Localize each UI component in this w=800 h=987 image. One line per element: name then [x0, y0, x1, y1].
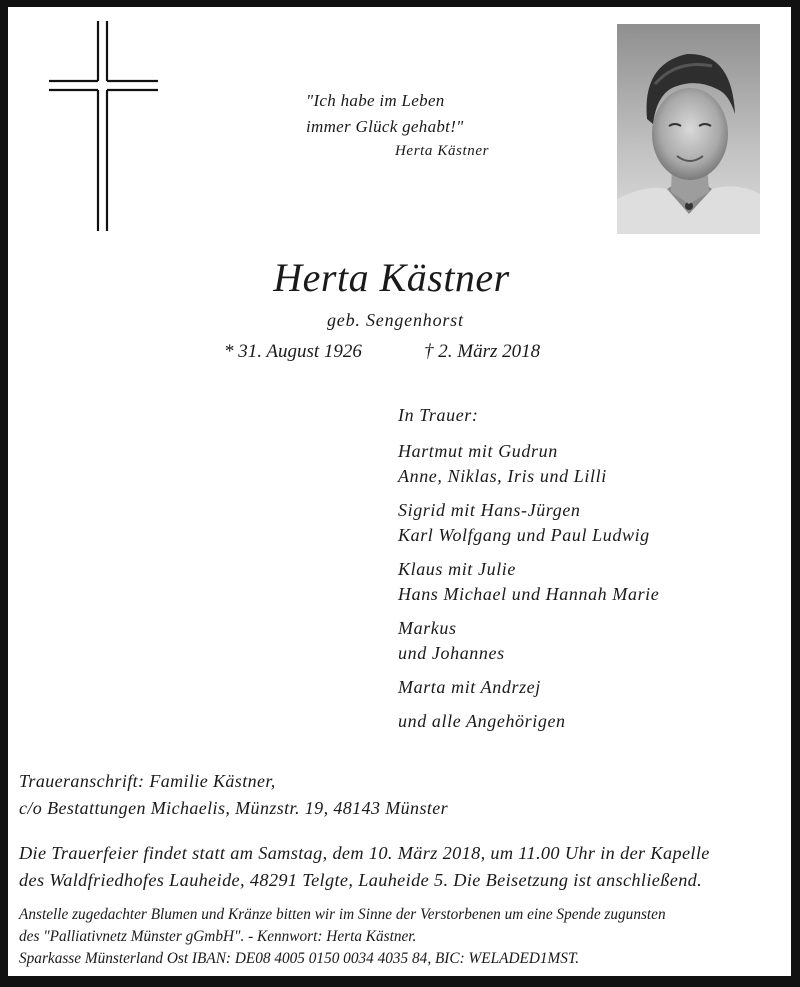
mourning-address [19, 768, 448, 822]
mourner-group [398, 439, 659, 489]
maiden-name: geb. Sengenhorst [327, 310, 464, 330]
address-line: c/o Bestattungen Michaelis, Münzstr. 19, 48143 Münster [19, 798, 449, 818]
mourner-line: Marta mit Andrzej [398, 677, 541, 697]
mourner-group [398, 616, 659, 666]
mourner-line: Anne, Niklas, Iris und Lilli [398, 466, 607, 486]
quote [306, 88, 464, 140]
mourner-group [398, 498, 659, 548]
funeral-ceremony-info [19, 840, 710, 894]
cross-icon [40, 21, 160, 241]
mourner-line: und alle Angehörigen [398, 711, 566, 731]
mourner-group [398, 709, 659, 734]
ceremony-line: des Waldfriedhofes Lauheide, 48291 Telgte, Lauheide 5. Die Beisetzung ist anschließend. [19, 870, 703, 890]
quote-line: immer Glück gehabt!" [306, 117, 464, 136]
donation-request [19, 904, 666, 970]
mourner-line: und Johannes [398, 643, 505, 663]
mourner-line: Klaus mit Julie [398, 559, 516, 579]
address-line: Traueranschrift: Familie Kästner, [19, 771, 276, 791]
mourner-line: Hans Michael und Hannah Marie [398, 584, 660, 604]
mourner-line: Sigrid mit Hans-Jürgen [398, 500, 581, 520]
mourners-heading: In Trauer: [398, 405, 479, 425]
mourner-line: Karl Wolfgang und Paul Ludwig [398, 525, 650, 545]
deceased-name-text: Herta Kästner [273, 255, 510, 300]
quote-author: Herta Kästner [395, 143, 490, 159]
donation-line: Sparkasse Münsterland Ost IBAN: DE08 4005 0150 0034 4035 84, BIC: WELADED1MST. [19, 950, 580, 967]
mourner-group [398, 557, 659, 607]
donation-line: des "Palliativnetz Münster gGmbH". - Kennwort: Herta Kästner. [19, 928, 417, 945]
mourner-line: Markus [398, 618, 457, 638]
portrait-illustration [617, 24, 760, 234]
deceased-name [8, 254, 791, 301]
donation-line: Anstelle zugedachter Blumen und Kränze bitten wir im Sinne der Verstorbenen um eine Spende zugunsten [19, 906, 666, 923]
mourner-group [398, 675, 659, 700]
ceremony-line: Die Trauerfeier findet statt am Samstag, dem 10. März 2018, um 11.00 Uhr in der Kapelle [19, 843, 710, 863]
obituary-notice [8, 7, 791, 976]
quote-line: "Ich habe im Leben [306, 91, 445, 110]
mourner-line: Hartmut mit Gudrun [398, 441, 558, 461]
death-date: † 2. März 2018 [424, 341, 541, 362]
birth-date: * 31. August 1926 [224, 341, 362, 362]
portrait-photo [617, 24, 760, 234]
mourners-list [398, 403, 659, 743]
